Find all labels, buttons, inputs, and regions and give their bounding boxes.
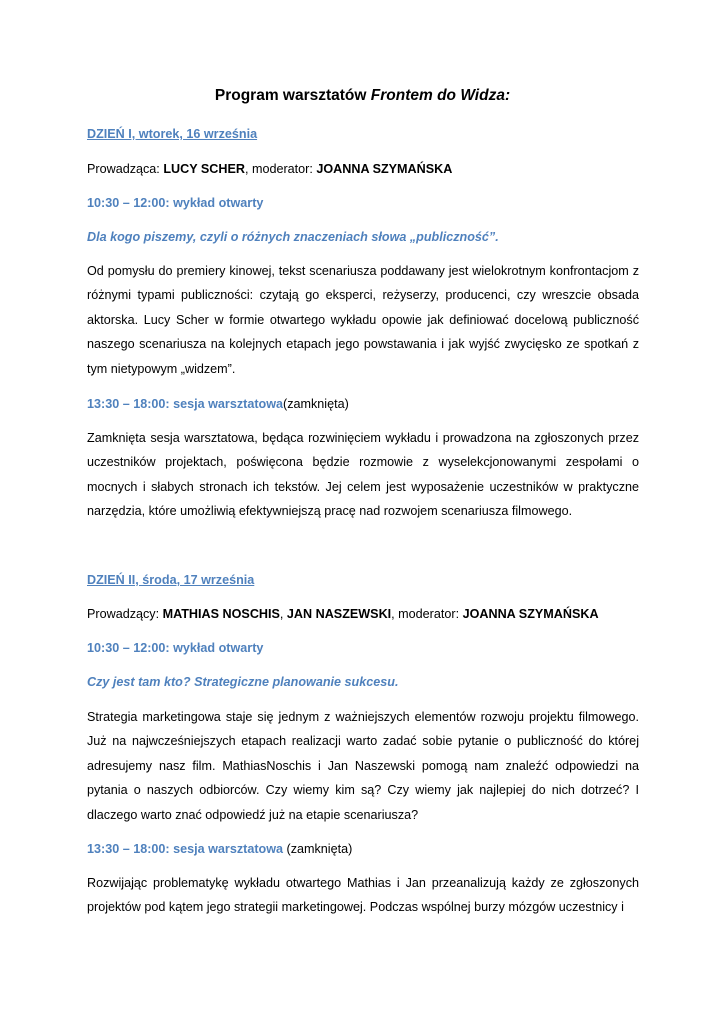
host-name: JAN NASZEWSKI: [286, 607, 392, 621]
session-time: 13:30 – 18:00: sesja warsztatowa: [87, 397, 284, 411]
day1-session: [87, 397, 639, 411]
host-name: LUCY SCHER: [163, 162, 245, 176]
day2-header: DZIEŃ II, środa, 17 września: [87, 573, 255, 587]
moderator-name: JOANNA SZYMAŃSKA: [462, 607, 599, 621]
day2-hosts: [87, 607, 639, 621]
day1-session-text: Zamknięta sesja warsztatowa, będąca rozwinięciem wykładu i prowadzona na zgłoszonych przez uczestników projektach, poświęcona będzie rozmowie z wyselekcjonowanymi zespołami o mocnych i słabych stronach ich tekstów. Jej celem jest wyposażenie uczestników w praktyczne narzędzia, które umożliwią efektywniejszą pracę nad rozwojem scenariusza filmowego.: [87, 431, 639, 519]
hosts-label: Prowadząca:: [87, 162, 164, 176]
page-title: [0, 87, 725, 105]
day2-lecture-text: Strategia marketingowa staje się jednym z ważniejszych elementów rozwoju projektu filmowego. Już na najwcześniejszych etapach realizacji warto zadać sobie pytanie o publiczność do której adresujemy nasz film. MathiasNoschis i Jan Naszewski pomogą nam znaleźć odpowiedzi na pytania o naszych odbiorców. Czy wiemy kim są? Czy wiemy jak najlepiej do nich dotrzeć? I dlaczego warto znać odpowiedź już na etapie scenariusza?: [87, 710, 639, 822]
host-separator: ,: [279, 607, 287, 621]
moderator-label: , moderator:: [391, 607, 463, 621]
title-italic: Frontem do Widza:: [370, 87, 511, 104]
day1-header: DZIEŃ I, wtorek, 16 września: [87, 127, 258, 141]
moderator-label: , moderator:: [244, 162, 317, 176]
day2-session-text: Rozwijając problematykę wykładu otwartego Mathias i Jan przeanalizują każdy ze zgłoszonych projektów pod kątem jego strategii marketingowej. Podczas wspólnej burzy mózgów uczestnicy i: [87, 876, 639, 915]
session-note: (zamknięta): [283, 397, 349, 411]
title-prefix: Program warsztatów: [214, 87, 371, 104]
day1-hosts: [87, 162, 639, 176]
day2-session: [87, 842, 639, 856]
moderator-name: JOANNA SZYMAŃSKA: [316, 162, 453, 176]
day1-lecture-title: Dla kogo piszemy, czyli o różnych znaczeniach słowa „publiczność”.: [87, 230, 499, 244]
day1-lecture-time: 10:30 – 12:00: wykład otwarty: [87, 196, 264, 210]
day2-lecture-title: Czy jest tam kto? Strategiczne planowanie sukcesu.: [87, 675, 399, 689]
session-note: (zamknięta): [283, 842, 353, 856]
host-name: MATHIAS NOSCHIS: [162, 607, 280, 621]
hosts-label: Prowadzący:: [87, 607, 163, 621]
session-time: 13:30 – 18:00: sesja warsztatowa: [87, 842, 284, 856]
day1-lecture-text: Od pomysłu do premiery kinowej, tekst scenariusza poddawany jest wielokrotnym konfrontacjom z różnymi typami publiczności: czytają go eksperci, reżyserzy, producenci, czy wreszcie obsada aktorska. Lucy Scher w formie otwartego wykładu opowie jak definiować docelową publiczność naszego scenariusza na kolejnych etapach jego powstawania i jak wyjść zwycięsko ze spotkań z tym nietypowym „widzem”.: [87, 264, 639, 376]
day2-lecture-time: 10:30 – 12:00: wykład otwarty: [87, 641, 264, 655]
